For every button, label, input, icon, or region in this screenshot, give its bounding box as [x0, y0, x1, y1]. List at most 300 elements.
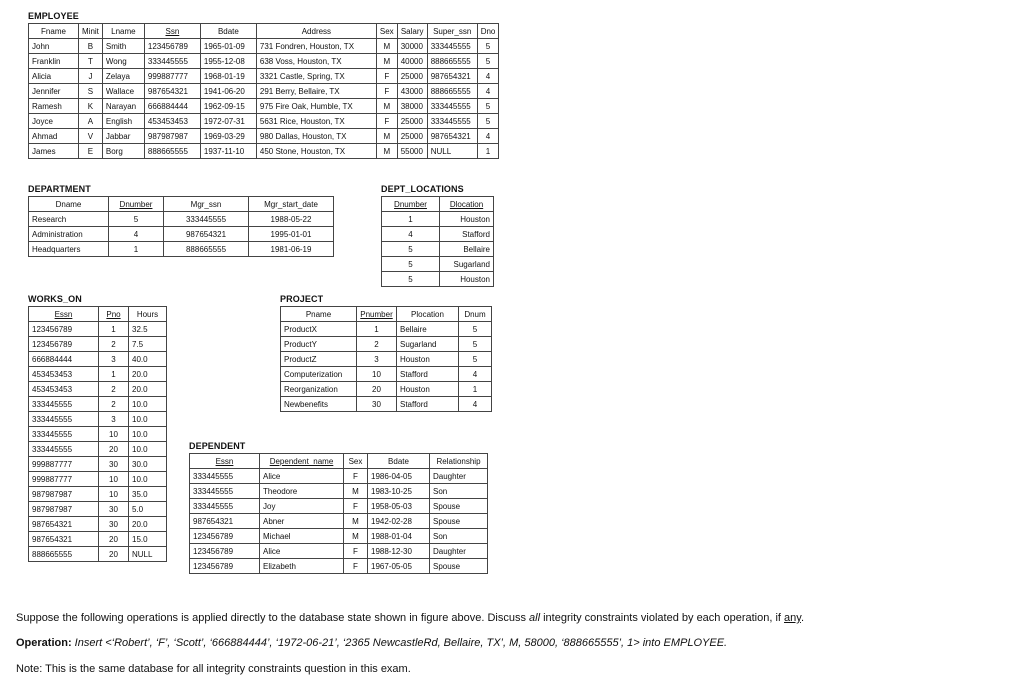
department-title: DEPARTMENT	[28, 184, 91, 194]
table-cell: 1988-05-22	[249, 212, 334, 227]
table-cell: 1	[477, 144, 499, 159]
table-row	[29, 352, 167, 367]
table-cell: 999887777	[29, 457, 99, 472]
table-cell: Alice	[260, 469, 344, 484]
question-line1-end: .	[800, 612, 804, 624]
table-cell: M	[376, 54, 397, 69]
table-cell: 10	[99, 472, 129, 487]
column-header-label: Dnumber	[119, 199, 153, 209]
table-row	[281, 352, 492, 367]
table-cell: 20	[99, 532, 129, 547]
table-cell: F	[344, 544, 368, 559]
column-header	[29, 197, 109, 212]
table-row	[29, 242, 334, 257]
table-cell: 123456789	[190, 529, 260, 544]
table-row	[190, 529, 488, 544]
table-cell: 1937-11-10	[200, 144, 256, 159]
table-row	[382, 272, 494, 287]
table-row	[281, 322, 492, 337]
table-cell: 987654321	[29, 532, 99, 547]
table-cell: T	[79, 54, 103, 69]
table-cell: Stafford	[397, 367, 459, 382]
table-cell: 10.0	[129, 472, 167, 487]
table-row	[29, 427, 167, 442]
table-cell: 55000	[397, 144, 427, 159]
table-cell: Houston	[440, 212, 494, 227]
question-line1-a: Suppose the following operations is applied directly to the database state shown in figure above. Discuss	[16, 612, 530, 624]
column-header-label: Mgr_start_date	[264, 199, 318, 209]
table-row	[190, 514, 488, 529]
table-cell: M	[344, 529, 368, 544]
table-cell: Spouse	[430, 514, 488, 529]
table-cell: 3	[99, 412, 129, 427]
dept-locations-table	[381, 196, 494, 287]
table-cell: F	[376, 114, 397, 129]
table-cell: 987654321	[29, 517, 99, 532]
table-cell: Jennifer	[29, 84, 79, 99]
table-cell: Franklin	[29, 54, 79, 69]
table-cell: 5	[109, 212, 164, 227]
dependent-block	[189, 441, 488, 574]
table-row	[29, 442, 167, 457]
table-row	[29, 144, 499, 159]
table-cell: 4	[109, 227, 164, 242]
table-cell: 10.0	[129, 427, 167, 442]
column-header-label: Lname	[111, 26, 136, 36]
table-row	[29, 472, 167, 487]
column-header-label: Super_ssn	[433, 26, 472, 36]
column-header-label: Hours	[136, 309, 159, 319]
column-header	[382, 197, 440, 212]
table-cell: 10	[357, 367, 397, 382]
table-cell: 333445555	[164, 212, 249, 227]
table-cell: ProductY	[281, 337, 357, 352]
column-header-label: Salary	[400, 26, 424, 36]
table-row	[281, 337, 492, 352]
table-cell: Joy	[260, 499, 344, 514]
table-cell: 333445555	[29, 427, 99, 442]
column-header-label: Dnum	[464, 309, 486, 319]
header-row	[29, 307, 167, 322]
table-cell: 5	[477, 54, 499, 69]
column-header-label: Pno	[106, 309, 121, 319]
table-cell: Ahmad	[29, 129, 79, 144]
table-cell: 291 Berry, Bellaire, TX	[256, 84, 376, 99]
works-on-title: WORKS_ON	[28, 294, 82, 304]
operation-body: Insert <‘Robert’, ‘F’, ‘Scott’, ‘666884444’, ‘1972-06-21’, ‘2365 NewcastleRd, Bellaire, TX’, M, 58000, ‘888665555’, 1> into EMPLOYEE.	[71, 637, 728, 649]
table-cell: 20	[357, 382, 397, 397]
table-cell: Stafford	[397, 397, 459, 412]
column-header	[164, 197, 249, 212]
table-cell: Smith	[102, 39, 144, 54]
table-cell: ProductZ	[281, 352, 357, 367]
table-row	[29, 39, 499, 54]
column-header	[430, 454, 488, 469]
table-cell: 333445555	[144, 54, 200, 69]
table-cell: NULL	[129, 547, 167, 562]
header-row	[190, 454, 488, 469]
table-cell: 987654321	[144, 84, 200, 99]
table-cell: 5	[382, 272, 440, 287]
table-cell: Narayan	[102, 99, 144, 114]
table-cell: M	[376, 39, 397, 54]
table-cell: 1967-05-05	[368, 559, 430, 574]
table-cell: 5631 Rice, Houston, TX	[256, 114, 376, 129]
column-header-label: Dependent_name	[269, 456, 334, 466]
table-cell: Joyce	[29, 114, 79, 129]
table-cell: 888665555	[427, 54, 477, 69]
table-cell: B	[79, 39, 103, 54]
table-row	[190, 484, 488, 499]
column-header	[260, 454, 344, 469]
table-cell: 123456789	[29, 337, 99, 352]
table-cell: 43000	[397, 84, 427, 99]
dept-locations-block	[381, 184, 494, 287]
table-cell: 3	[357, 352, 397, 367]
column-header	[368, 454, 430, 469]
header-row	[281, 307, 492, 322]
works-on-table	[28, 306, 167, 562]
table-cell: Houston	[440, 272, 494, 287]
column-header	[102, 24, 144, 39]
table-cell: 987987987	[29, 487, 99, 502]
table-cell: 20	[99, 442, 129, 457]
table-row	[29, 397, 167, 412]
table-cell: Stafford	[440, 227, 494, 242]
header-row	[29, 24, 499, 39]
dept-locations-title: DEPT_LOCATIONS	[381, 184, 464, 194]
table-cell: 4	[477, 84, 499, 99]
column-header-label: Dlocation	[449, 199, 484, 209]
question-text	[16, 612, 804, 624]
table-cell: 10.0	[129, 412, 167, 427]
note-text: Note: This is the same database for all integrity constraints question in this exam.	[16, 663, 411, 675]
table-row	[29, 532, 167, 547]
table-cell: 666884444	[144, 99, 200, 114]
table-cell: 15.0	[129, 532, 167, 547]
table-cell: 1	[357, 322, 397, 337]
table-cell: F	[376, 69, 397, 84]
column-header	[99, 307, 129, 322]
table-cell: A	[79, 114, 103, 129]
table-cell: 20.0	[129, 382, 167, 397]
column-header-label: Ssn	[165, 26, 180, 36]
table-cell: 1972-07-31	[200, 114, 256, 129]
table-cell: Alicia	[29, 69, 79, 84]
table-row	[29, 99, 499, 114]
table-cell: Ramesh	[29, 99, 79, 114]
table-cell: 40.0	[129, 352, 167, 367]
table-cell: 5	[459, 337, 492, 352]
table-cell: 30	[99, 517, 129, 532]
column-header-label: Fname	[41, 26, 66, 36]
column-header-label: Bdate	[217, 26, 239, 36]
table-cell: 5	[459, 322, 492, 337]
table-cell: 1965-01-09	[200, 39, 256, 54]
table-cell: J	[79, 69, 103, 84]
table-cell: 32.5	[129, 322, 167, 337]
table-row	[29, 367, 167, 382]
table-row	[29, 487, 167, 502]
table-cell: 20.0	[129, 517, 167, 532]
table-cell: 1988-01-04	[368, 529, 430, 544]
table-row	[29, 129, 499, 144]
table-cell: NULL	[427, 144, 477, 159]
header-row	[29, 197, 334, 212]
operation-text	[16, 637, 727, 649]
column-header-label: Plocation	[411, 309, 444, 319]
table-cell: Borg	[102, 144, 144, 159]
column-header-label: Dname	[55, 199, 82, 209]
question-line1-b: integrity constraints violated by each operation, if	[540, 612, 785, 624]
table-cell: 1962-09-15	[200, 99, 256, 114]
column-header-label: Essn	[215, 456, 234, 466]
table-cell: Elizabeth	[260, 559, 344, 574]
table-cell: 1988-12-30	[368, 544, 430, 559]
table-row	[29, 212, 334, 227]
column-header	[397, 307, 459, 322]
dependent-table	[189, 453, 488, 574]
table-cell: 40000	[397, 54, 427, 69]
table-cell: 10.0	[129, 397, 167, 412]
table-cell: 975 Fire Oak, Humble, TX	[256, 99, 376, 114]
table-cell: 7.5	[129, 337, 167, 352]
table-cell: 30000	[397, 39, 427, 54]
question-all: all	[529, 612, 541, 624]
table-cell: 20.0	[129, 367, 167, 382]
project-title: PROJECT	[280, 294, 324, 304]
column-header	[144, 24, 200, 39]
table-cell: 1	[99, 322, 129, 337]
table-cell: 123456789	[190, 544, 260, 559]
table-cell: ProductX	[281, 322, 357, 337]
table-cell: 10	[99, 487, 129, 502]
table-cell: 987654321	[427, 129, 477, 144]
column-header-label: Minit	[82, 26, 99, 36]
column-header-label: Relationship	[436, 456, 481, 466]
table-cell: 1	[109, 242, 164, 257]
table-cell: 888665555	[164, 242, 249, 257]
department-block	[28, 184, 334, 257]
table-cell: 1941-06-20	[200, 84, 256, 99]
table-cell: 333445555	[190, 499, 260, 514]
table-cell: 25000	[397, 114, 427, 129]
header-row	[382, 197, 494, 212]
table-cell: 666884444	[29, 352, 99, 367]
table-cell: Administration	[29, 227, 109, 242]
table-cell: 333445555	[190, 469, 260, 484]
table-cell: 2	[99, 382, 129, 397]
table-row	[281, 382, 492, 397]
table-cell: 10.0	[129, 442, 167, 457]
table-row	[29, 114, 499, 129]
works-on-block	[28, 294, 167, 562]
table-cell: 888665555	[427, 84, 477, 99]
column-header	[256, 24, 376, 39]
table-cell: 25000	[397, 129, 427, 144]
table-cell: M	[376, 99, 397, 114]
table-cell: 453453453	[144, 114, 200, 129]
table-cell: 10	[99, 427, 129, 442]
table-cell: Michael	[260, 529, 344, 544]
table-cell: Reorganization	[281, 382, 357, 397]
table-cell: Sugarland	[397, 337, 459, 352]
table-row	[29, 84, 499, 99]
table-row	[190, 499, 488, 514]
table-row	[382, 227, 494, 242]
table-cell: 888665555	[144, 144, 200, 159]
table-cell: 987987987	[144, 129, 200, 144]
employee-table	[28, 23, 499, 159]
table-cell: Wong	[102, 54, 144, 69]
table-cell: 638 Voss, Houston, TX	[256, 54, 376, 69]
column-header-label: Dnumber	[394, 199, 427, 209]
table-cell: 1986-04-05	[368, 469, 430, 484]
table-cell: 1995-01-01	[249, 227, 334, 242]
table-row	[382, 242, 494, 257]
table-cell: M	[344, 514, 368, 529]
table-cell: 987654321	[164, 227, 249, 242]
table-cell: 123456789	[144, 39, 200, 54]
table-cell: 35.0	[129, 487, 167, 502]
table-row	[190, 469, 488, 484]
table-cell: 3321 Castle, Spring, TX	[256, 69, 376, 84]
table-cell: 1955-12-08	[200, 54, 256, 69]
department-table	[28, 196, 334, 257]
column-header	[376, 24, 397, 39]
table-cell: Zelaya	[102, 69, 144, 84]
dependent-title: DEPENDENT	[189, 441, 246, 451]
table-cell: M	[376, 144, 397, 159]
table-cell: 1969-03-29	[200, 129, 256, 144]
table-cell: 5	[382, 242, 440, 257]
column-header	[281, 307, 357, 322]
table-cell: Jabbar	[102, 129, 144, 144]
column-header	[29, 307, 99, 322]
column-header	[249, 197, 334, 212]
table-cell: Bellaire	[397, 322, 459, 337]
table-cell: 30	[99, 502, 129, 517]
table-cell: E	[79, 144, 103, 159]
table-cell: 333445555	[29, 412, 99, 427]
table-cell: 4	[477, 129, 499, 144]
table-cell: 2	[357, 337, 397, 352]
table-row	[29, 69, 499, 84]
table-cell: Son	[430, 529, 488, 544]
table-row	[382, 212, 494, 227]
table-cell: Daughter	[430, 544, 488, 559]
table-cell: James	[29, 144, 79, 159]
column-header-label: Pnumber	[360, 309, 393, 319]
column-header-label: Dno	[480, 26, 496, 36]
table-cell: 123456789	[29, 322, 99, 337]
table-cell: 20	[99, 547, 129, 562]
table-cell: 1958-05-03	[368, 499, 430, 514]
column-header	[200, 24, 256, 39]
table-row	[29, 412, 167, 427]
table-cell: Daughter	[430, 469, 488, 484]
table-row	[29, 517, 167, 532]
column-header	[427, 24, 477, 39]
table-cell: 453453453	[29, 382, 99, 397]
table-cell: 5	[459, 352, 492, 367]
table-cell: 980 Dallas, Houston, TX	[256, 129, 376, 144]
table-cell: 5	[477, 114, 499, 129]
table-cell: Bellaire	[440, 242, 494, 257]
table-cell: 2	[99, 337, 129, 352]
table-cell: 888665555	[29, 547, 99, 562]
table-cell: John	[29, 39, 79, 54]
table-cell: Spouse	[430, 559, 488, 574]
table-cell: 333445555	[29, 442, 99, 457]
table-row	[29, 547, 167, 562]
column-header-label: Sex	[379, 26, 394, 36]
table-cell: S	[79, 84, 103, 99]
table-row	[281, 397, 492, 412]
employee-block	[28, 11, 499, 159]
table-cell: Headquarters	[29, 242, 109, 257]
table-cell: 25000	[397, 69, 427, 84]
table-cell: 731 Fondren, Houston, TX	[256, 39, 376, 54]
table-cell: 5.0	[129, 502, 167, 517]
table-cell: M	[344, 484, 368, 499]
column-header	[129, 307, 167, 322]
table-cell: M	[376, 129, 397, 144]
table-cell: 2	[99, 397, 129, 412]
table-cell: 4	[459, 397, 492, 412]
employee-title: EMPLOYEE	[28, 11, 79, 21]
table-cell: 999887777	[29, 472, 99, 487]
column-header	[29, 24, 79, 39]
table-cell: F	[376, 84, 397, 99]
table-cell: 333445555	[29, 397, 99, 412]
table-cell: F	[344, 499, 368, 514]
table-cell: Newbenefits	[281, 397, 357, 412]
table-cell: 1	[99, 367, 129, 382]
table-row	[29, 227, 334, 242]
table-cell: 123456789	[190, 559, 260, 574]
table-row	[29, 54, 499, 69]
table-row	[29, 457, 167, 472]
column-header	[79, 24, 103, 39]
column-header	[109, 197, 164, 212]
table-row	[382, 257, 494, 272]
table-cell: 30.0	[129, 457, 167, 472]
table-cell: Theodore	[260, 484, 344, 499]
column-header-label: Essn	[54, 309, 73, 319]
table-cell: 453453453	[29, 367, 99, 382]
table-row	[281, 367, 492, 382]
table-cell: Research	[29, 212, 109, 227]
column-header	[357, 307, 397, 322]
table-cell: 30	[99, 457, 129, 472]
table-cell: Sugarland	[440, 257, 494, 272]
table-cell: 333445555	[427, 99, 477, 114]
operation-label: Operation:	[16, 637, 72, 649]
table-cell: Wallace	[102, 84, 144, 99]
table-cell: English	[102, 114, 144, 129]
column-header	[459, 307, 492, 322]
table-row	[190, 544, 488, 559]
table-row	[190, 559, 488, 574]
column-header-label: Address	[301, 26, 332, 36]
table-cell: 999887777	[144, 69, 200, 84]
table-cell: F	[344, 469, 368, 484]
table-cell: F	[344, 559, 368, 574]
table-cell: 1942-02-28	[368, 514, 430, 529]
table-cell: 30	[357, 397, 397, 412]
table-cell: 5	[477, 39, 499, 54]
